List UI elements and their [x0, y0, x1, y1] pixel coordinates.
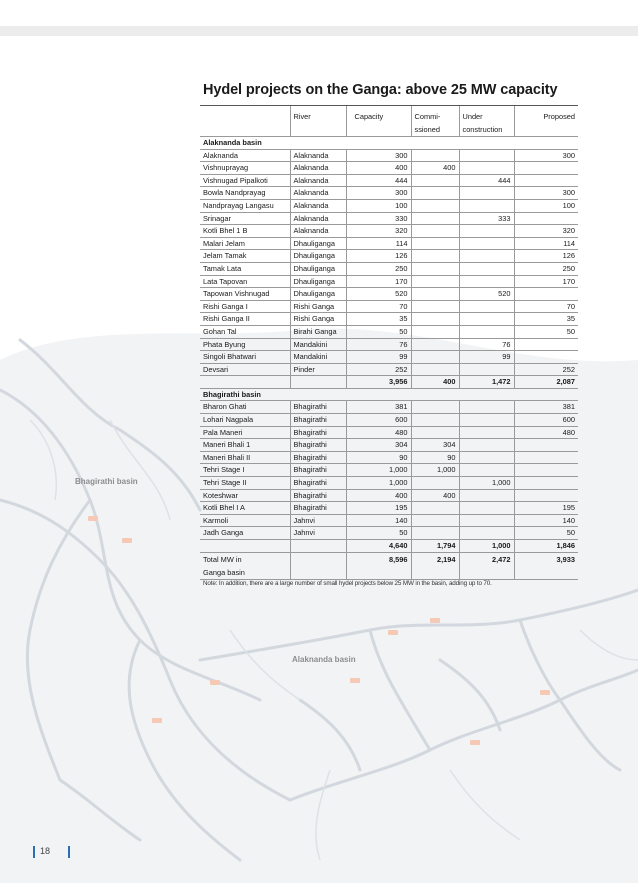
- col-header-project: [200, 106, 290, 137]
- cell-commissioned: [411, 313, 459, 326]
- cell-under-construction: [459, 451, 514, 464]
- cell-under-construction: 76: [459, 338, 514, 351]
- cell-capacity: 70: [346, 300, 411, 313]
- cell-commissioned: [411, 514, 459, 527]
- cell-under-construction: [459, 237, 514, 250]
- cell-river: Bhagirathi: [290, 439, 346, 452]
- table-row: [200, 325, 578, 338]
- table-row: [200, 162, 578, 175]
- cell-capacity: 170: [346, 275, 411, 288]
- cell-river: Alaknanda: [290, 225, 346, 238]
- cell-under-construction: 99: [459, 351, 514, 364]
- cell-river: Bhagirathi: [290, 401, 346, 414]
- cell-commissioned: [411, 250, 459, 263]
- col-header-under-construction: [459, 106, 514, 137]
- cell-river: Dhauliganga: [290, 250, 346, 263]
- cell-proposed: 252: [514, 363, 578, 376]
- cell-proposed: [514, 477, 578, 490]
- cell-under-construction: [459, 426, 514, 439]
- cell-river: Dhauliganga: [290, 237, 346, 250]
- table-row: [200, 275, 578, 288]
- cell-river: Bhagirathi: [290, 502, 346, 515]
- cell-project: Nandprayag Langasu: [200, 199, 290, 212]
- cell-capacity: 90: [346, 451, 411, 464]
- cell-capacity: 444: [346, 174, 411, 187]
- cell-river: Dhauliganga: [290, 288, 346, 301]
- project-marker: [540, 690, 550, 695]
- cell-capacity: 195: [346, 502, 411, 515]
- cell-under-construction: [459, 262, 514, 275]
- cell-capacity: 320: [346, 225, 411, 238]
- cell-capacity: 100: [346, 199, 411, 212]
- cell-commissioned: [411, 237, 459, 250]
- cell-commissioned: [411, 477, 459, 490]
- cell-project: Gohan Tal: [200, 325, 290, 338]
- table-row: [200, 237, 578, 250]
- table-header-row: [200, 106, 578, 137]
- cell-commissioned: [411, 288, 459, 301]
- cell-under-construction: [459, 325, 514, 338]
- cell-capacity: 400: [346, 162, 411, 175]
- cell-river: Alaknanda: [290, 174, 346, 187]
- cell-under-construction: [459, 225, 514, 238]
- table-row: [200, 401, 578, 414]
- cell-proposed: 381: [514, 401, 578, 414]
- cell-under-construction: [459, 149, 514, 162]
- map-label-alaknanda: Alaknanda basin: [292, 655, 356, 664]
- cell-project: Bowla Nandprayag: [200, 187, 290, 200]
- cell-capacity: 600: [346, 414, 411, 427]
- cell-river: Alaknanda: [290, 212, 346, 225]
- cell-proposed: [514, 464, 578, 477]
- section-title: Bhagirathi basin: [200, 388, 578, 401]
- cell-commissioned: [411, 275, 459, 288]
- cell-capacity: 76: [346, 338, 411, 351]
- cell-capacity: 250: [346, 262, 411, 275]
- table-row: [200, 527, 578, 540]
- cell-proposed: [514, 212, 578, 225]
- cell-proposed: 126: [514, 250, 578, 263]
- cell-under-construction: 520: [459, 288, 514, 301]
- cell-proposed: [514, 288, 578, 301]
- cell-project: Tapowan Vishnugad: [200, 288, 290, 301]
- project-marker: [152, 718, 162, 723]
- cell-proposed: [514, 338, 578, 351]
- cell-under-construction: 333: [459, 212, 514, 225]
- cell-river: Alaknanda: [290, 149, 346, 162]
- subtotal-commissioned: 1,794: [411, 540, 459, 553]
- table-row: [200, 363, 578, 376]
- subtotal-under-construction: 1,472: [459, 376, 514, 389]
- table-row: [200, 288, 578, 301]
- cell-under-construction: [459, 162, 514, 175]
- cell-river: Jahnvi: [290, 527, 346, 540]
- col-header-commissioned-line1: Commi-: [414, 112, 441, 121]
- project-marker: [430, 618, 440, 623]
- cell-project: Maneri Bhali 1: [200, 439, 290, 452]
- table-row: [200, 477, 578, 490]
- cell-project: Karmoli: [200, 514, 290, 527]
- subtotal-proposed: 2,087: [514, 376, 578, 389]
- cell-commissioned: [411, 527, 459, 540]
- section-title: Alaknanda basin: [200, 137, 578, 150]
- cell-river: Jahnvi: [290, 514, 346, 527]
- cell-under-construction: [459, 300, 514, 313]
- cell-under-construction: 1,000: [459, 477, 514, 490]
- table-row: [200, 464, 578, 477]
- cell-under-construction: 444: [459, 174, 514, 187]
- cell-commissioned: 304: [411, 439, 459, 452]
- cell-capacity: 330: [346, 212, 411, 225]
- cell-proposed: 300: [514, 149, 578, 162]
- project-marker: [388, 630, 398, 635]
- cell-capacity: 520: [346, 288, 411, 301]
- table-row: [200, 212, 578, 225]
- grand-total-row: [200, 552, 578, 579]
- cell-project: Tehri Stage II: [200, 477, 290, 490]
- cell-under-construction: [459, 527, 514, 540]
- header-band: [0, 26, 638, 36]
- cell-project: Koteshwar: [200, 489, 290, 502]
- cell-capacity: 1,000: [346, 477, 411, 490]
- hydel-projects-table: [200, 105, 578, 580]
- grand-total-capacity: 8,596: [346, 552, 411, 579]
- cell-project: Singoli Bhatwari: [200, 351, 290, 364]
- cell-river: Bhagirathi: [290, 477, 346, 490]
- table-body: [200, 137, 578, 580]
- grand-total-proposed: 3,933: [514, 552, 578, 579]
- cell-proposed: [514, 451, 578, 464]
- cell-empty: [200, 540, 290, 553]
- project-marker: [350, 678, 360, 683]
- cell-capacity: 252: [346, 363, 411, 376]
- cell-commissioned: 90: [411, 451, 459, 464]
- cell-river: Bhagirathi: [290, 426, 346, 439]
- cell-capacity: 35: [346, 313, 411, 326]
- cell-proposed: [514, 162, 578, 175]
- cell-empty: [290, 376, 346, 389]
- cell-proposed: 70: [514, 300, 578, 313]
- cell-project: Pala Maneri: [200, 426, 290, 439]
- cell-river: Bhagirathi: [290, 451, 346, 464]
- cell-commissioned: [411, 149, 459, 162]
- cell-proposed: 480: [514, 426, 578, 439]
- cell-capacity: 304: [346, 439, 411, 452]
- cell-project: Kotli Bhel I A: [200, 502, 290, 515]
- cell-project: Maneri Bhali II: [200, 451, 290, 464]
- col-header-capacity-label: Capacity: [354, 112, 384, 121]
- grand-total-commissioned: 2,194: [411, 552, 459, 579]
- cell-river: Alaknanda: [290, 162, 346, 175]
- cell-commissioned: [411, 363, 459, 376]
- cell-commissioned: [411, 325, 459, 338]
- table-row: [200, 351, 578, 364]
- table-row: [200, 300, 578, 313]
- cell-capacity: 50: [346, 527, 411, 540]
- table-row: [200, 502, 578, 515]
- cell-project: Lohari Nagpala: [200, 414, 290, 427]
- cell-river: Mandakini: [290, 351, 346, 364]
- grand-total-label-line2: Ganga basin: [203, 567, 245, 577]
- cell-proposed: 35: [514, 313, 578, 326]
- cell-river: Dhauliganga: [290, 262, 346, 275]
- project-marker: [88, 516, 98, 521]
- table-row: [200, 338, 578, 351]
- table-row: [200, 414, 578, 427]
- cell-river: Dhauliganga: [290, 275, 346, 288]
- cell-proposed: 100: [514, 199, 578, 212]
- cell-commissioned: [411, 502, 459, 515]
- grand-total-label-line1: Total MW in: [203, 554, 242, 564]
- cell-capacity: 381: [346, 401, 411, 414]
- cell-river: Bhagirathi: [290, 489, 346, 502]
- cell-commissioned: [411, 426, 459, 439]
- cell-commissioned: [411, 262, 459, 275]
- cell-capacity: 300: [346, 149, 411, 162]
- cell-under-construction: [459, 275, 514, 288]
- cell-commissioned: [411, 351, 459, 364]
- cell-under-construction: [459, 313, 514, 326]
- cell-under-construction: [459, 514, 514, 527]
- cell-river: Birahi Ganga: [290, 325, 346, 338]
- cell-under-construction: [459, 464, 514, 477]
- cell-under-construction: [459, 489, 514, 502]
- cell-empty: [290, 540, 346, 553]
- table-row: [200, 199, 578, 212]
- cell-under-construction: [459, 363, 514, 376]
- table-row: [200, 489, 578, 502]
- cell-under-construction: [459, 502, 514, 515]
- col-header-capacity: [346, 106, 411, 137]
- cell-proposed: [514, 174, 578, 187]
- cell-under-construction: [459, 187, 514, 200]
- cell-river: Mandakini: [290, 338, 346, 351]
- cell-commissioned: 400: [411, 489, 459, 502]
- cell-proposed: 50: [514, 325, 578, 338]
- cell-proposed: [514, 489, 578, 502]
- cell-capacity: 126: [346, 250, 411, 263]
- table-row: [200, 514, 578, 527]
- col-header-under-line2: construction: [462, 125, 503, 134]
- table-note: Note: In addition, there are a large number of small hydel projects below 25 MW in the basin, adding up to 70.: [203, 580, 492, 587]
- cell-proposed: 140: [514, 514, 578, 527]
- cell-project: Jelam Tamak: [200, 250, 290, 263]
- page-title: Hydel projects on the Ganga: above 25 MW capacity: [203, 82, 558, 98]
- cell-project: Phata Byung: [200, 338, 290, 351]
- cell-capacity: 99: [346, 351, 411, 364]
- cell-commissioned: [411, 174, 459, 187]
- subtotal-commissioned: 400: [411, 376, 459, 389]
- cell-empty: [200, 376, 290, 389]
- map-label-bhagirathi: Bhagirathi basin: [75, 477, 138, 486]
- cell-project: Alaknanda: [200, 149, 290, 162]
- col-header-under-line1: Under: [462, 112, 483, 121]
- page-number-bar-left: [33, 846, 35, 858]
- subtotal-proposed: 1,846: [514, 540, 578, 553]
- cell-project: Lata Tapovan: [200, 275, 290, 288]
- cell-commissioned: [411, 414, 459, 427]
- cell-proposed: 195: [514, 502, 578, 515]
- table-row: [200, 439, 578, 452]
- cell-river: Pinder: [290, 363, 346, 376]
- project-marker: [122, 538, 132, 543]
- cell-capacity: 480: [346, 426, 411, 439]
- cell-commissioned: [411, 300, 459, 313]
- cell-proposed: 320: [514, 225, 578, 238]
- cell-river: Rishi Ganga: [290, 313, 346, 326]
- cell-river: Rishi Ganga: [290, 300, 346, 313]
- cell-commissioned: [411, 187, 459, 200]
- cell-capacity: 50: [346, 325, 411, 338]
- cell-project: Vishnugad Pipalkoti: [200, 174, 290, 187]
- cell-proposed: 300: [514, 187, 578, 200]
- cell-capacity: 140: [346, 514, 411, 527]
- cell-river: Bhagirathi: [290, 414, 346, 427]
- cell-project: Tamak Lata: [200, 262, 290, 275]
- cell-project: Jadh Ganga: [200, 527, 290, 540]
- table-row: [200, 426, 578, 439]
- cell-commissioned: 1,000: [411, 464, 459, 477]
- table-row: [200, 250, 578, 263]
- cell-project: Kotli Bhel 1 B: [200, 225, 290, 238]
- cell-commissioned: [411, 338, 459, 351]
- cell-proposed: 170: [514, 275, 578, 288]
- table-row: [200, 174, 578, 187]
- cell-capacity: 1,000: [346, 464, 411, 477]
- table-row: [200, 187, 578, 200]
- cell-project: Devsari: [200, 363, 290, 376]
- cell-project: Srinagar: [200, 212, 290, 225]
- cell-commissioned: [411, 401, 459, 414]
- subtotal-under-construction: 1,000: [459, 540, 514, 553]
- table-row: [200, 313, 578, 326]
- section-header-row: [200, 137, 578, 150]
- cell-project: Vishnuprayag: [200, 162, 290, 175]
- cell-commissioned: 400: [411, 162, 459, 175]
- project-marker: [210, 680, 220, 685]
- project-marker: [470, 740, 480, 745]
- col-header-river: River: [290, 106, 346, 137]
- cell-proposed: [514, 439, 578, 452]
- cell-proposed: 50: [514, 527, 578, 540]
- cell-proposed: 114: [514, 237, 578, 250]
- table-row: [200, 262, 578, 275]
- section-header-row: [200, 388, 578, 401]
- subtotal-row: [200, 376, 578, 389]
- cell-under-construction: [459, 199, 514, 212]
- cell-project: Rishi Ganga II: [200, 313, 290, 326]
- cell-river: Bhagirathi: [290, 464, 346, 477]
- cell-under-construction: [459, 401, 514, 414]
- col-header-proposed: Proposed: [514, 106, 578, 137]
- cell-proposed: [514, 351, 578, 364]
- col-header-commissioned: [411, 106, 459, 137]
- cell-commissioned: [411, 212, 459, 225]
- cell-commissioned: [411, 199, 459, 212]
- cell-under-construction: [459, 414, 514, 427]
- subtotal-row: [200, 540, 578, 553]
- table-row: [200, 225, 578, 238]
- grand-total-label: [200, 552, 290, 579]
- cell-empty: [290, 552, 346, 579]
- table-row: [200, 149, 578, 162]
- page-number: 18: [40, 846, 51, 856]
- cell-project: Bharon Ghati: [200, 401, 290, 414]
- table-row: [200, 451, 578, 464]
- page-number-bar-right: [68, 846, 70, 858]
- cell-under-construction: [459, 250, 514, 263]
- cell-capacity: 300: [346, 187, 411, 200]
- cell-proposed: 250: [514, 262, 578, 275]
- subtotal-capacity: 4,640: [346, 540, 411, 553]
- cell-capacity: 400: [346, 489, 411, 502]
- subtotal-capacity: 3,956: [346, 376, 411, 389]
- cell-project: Malari Jelam: [200, 237, 290, 250]
- cell-under-construction: [459, 439, 514, 452]
- cell-river: Alaknanda: [290, 187, 346, 200]
- cell-commissioned: [411, 225, 459, 238]
- grand-total-under-construction: 2,472: [459, 552, 514, 579]
- col-header-commissioned-line2: ssioned: [414, 125, 440, 134]
- cell-river: Alaknanda: [290, 199, 346, 212]
- cell-proposed: 600: [514, 414, 578, 427]
- cell-project: Tehri Stage I: [200, 464, 290, 477]
- cell-project: Rishi Ganga I: [200, 300, 290, 313]
- cell-capacity: 114: [346, 237, 411, 250]
